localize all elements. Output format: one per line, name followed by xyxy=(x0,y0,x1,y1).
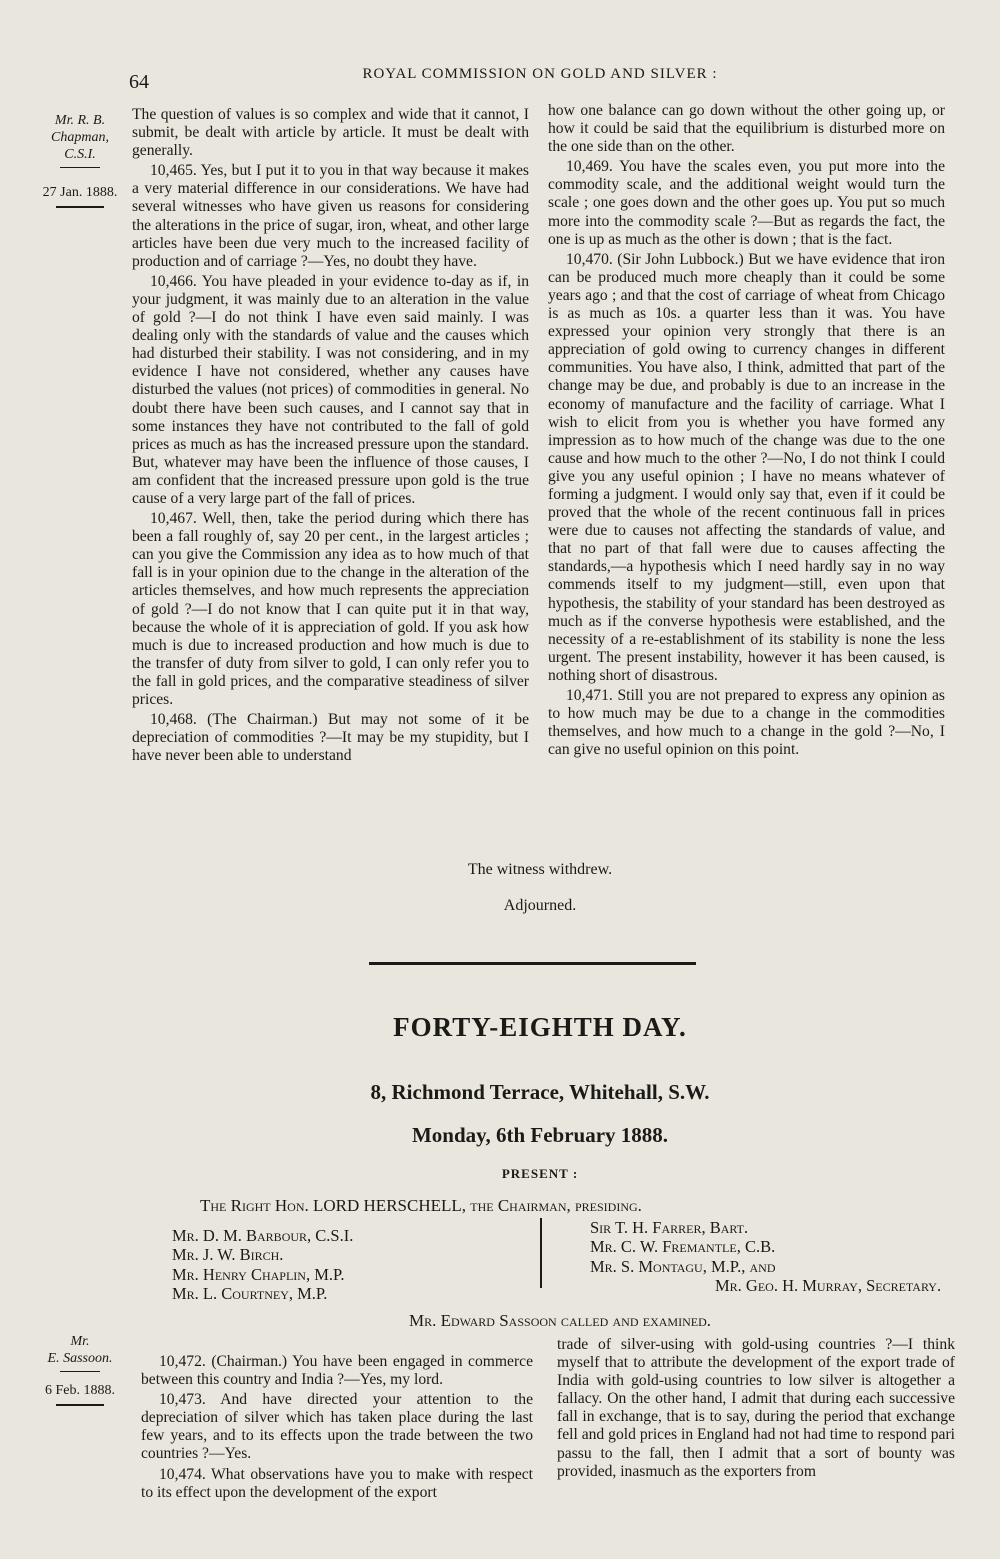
paragraph: 10,466. You have pleaded in your evidence to-day as if, in your judgment, it was mainly due to an alteration in the value of gold ?—I do not think I have even said mainly. I was dealing only with the standards of value and the causes which had disturbed their stability. I was not considering, and in my evidence I have not considered, whether any causes have disturbed the values (not prices) of commodities in general. No doubt there have been such causes, and I cannot say that in some instances they have not contributed to the fall of gold prices as much as has the increased pressure upon the standard. But, whatever may have been the influence of those causes, I am confident that the increased pressure upon gold is the true cause of a very large part of the fall of prices. xyxy=(132,272,529,507)
members-left xyxy=(172,1226,353,1304)
paragraph: 10,471. Still you are not prepared to express any opinion as to how much may be due to a change in the commodities themselves, and how much to a change in the gold ?—No, I can give no useful opinion on this point. xyxy=(548,687,945,759)
paragraph: 10,468. (The Chairman.) But may not some of it be depreciation of commodities ?—It may be my stupidity, but I have never been able to understand xyxy=(132,711,529,765)
paragraph: 10,467. Well, then, take the period during which there has been a fall roughly of, say 20 per cent., in the largest articles ; can you give the Commission any idea as to how much of that fall is in your opinion due to the change in the alteration of the articles themselves, and how much represents the appreciation of gold ?—I do not know that I can quite put it in that way, because the whole of it is appreciation of gold. If you ask how much is due to increased production and how much is due to the transfer of duty from silver to gold, I can only refer you to the fall in gold prices, and the comparative steadiness of silver prices. xyxy=(132,510,529,708)
top-right-column xyxy=(548,102,945,759)
witness-called-text: Mr. Edward Sassoon called and examined. xyxy=(408,1311,712,1330)
section-divider xyxy=(369,962,696,965)
margin-note-chapman xyxy=(30,112,130,208)
paragraph: The question of values is so complex and wide that it cannot, I submit, be dealt with article by article. It must be dealt with generally. xyxy=(132,106,529,160)
adjourned: Adjourned. xyxy=(503,897,577,914)
paragraph: trade of silver-using with gold-using countries ?—I think myself that to attribute the development of the export trade of India with gold-using countries to low silver is altogether a fallacy. On the other hand, I admit that during each successive fall in exchange, that is to say, during the period that exchange fell and gold prices in England had not had time to respond pari passu to the fall, then I admit that a sort of bounty was provided, inasmuch as the exporters from xyxy=(557,1336,955,1480)
chair-suffix: the Chairman, presiding. xyxy=(470,1196,642,1215)
margin-note-name-line: Mr. xyxy=(70,1334,90,1349)
paragraph: 10,465. Yes, but I put it to you in that way because it makes a very material difference in our considerations. We have had several witnesses who have given us reasons for considering the alterations in the price of sugar, iron, wheat, and other large articles have been due very much to the increased facility of production and of carriage ?—Yes, no doubt they have. xyxy=(132,162,529,270)
chair-name: LORD HERSCHELL, xyxy=(313,1196,466,1215)
member-name: Sir T. H. Farrer, Bart. xyxy=(590,1218,749,1237)
members-right xyxy=(590,1218,941,1296)
top-left-column xyxy=(132,106,529,765)
member-column-bracket xyxy=(540,1218,542,1288)
margin-rule xyxy=(56,206,104,208)
paragraph: how one balance can go down without the other going up, or how it could be said that the equilibrium is disturbed more on the one side than on the other. xyxy=(548,102,945,156)
margin-note-name-line: Chapman, xyxy=(51,130,109,145)
margin-note-name-line: E. Sassoon. xyxy=(47,1351,113,1366)
member-name: Mr. Henry Chaplin, M.P. xyxy=(172,1264,345,1284)
paragraph: 10,470. (Sir John Lubbock.) But we have evidence that iron can be produced much more cheaply than it could be some years ago ; and that the cost of carriage of wheat from Chicago is as much as 10s. a quarter less than it was. You have expressed your opinion very strongly that there is an appreciation of gold owing to currency changes in different communities. You have also, I think, admitted that part of the change may be due, and probably is due to an increase in the economy of manufacture and the facility of carriage. What I wish to elicit from you is whether you have formed any impression as to how much of the change was due to the one cause and how much to the other ?—No, I do not think I could give you any useful opinion ; I have no means whatever of forming a judgment. I would only say that, even if it could be proved that the whole of the recent continuous fall in prices were due to causes not affecting the standards of value, and that no part of that fall were due to causes affecting the standards,—a hypothesis which I need hardly say in no way commends itself to my judgment—still, even upon that hypothesis, the stability of your standard has been destroyed as much as if the converse hypothesis were established, and the necessity of a re-establishment of its stability is none the less urgent. The present instability, however it has been caused, is nothing short of disastrous. xyxy=(548,250,945,684)
bottom-right-column xyxy=(557,1336,955,1481)
running-head: ROYAL COMMISSION ON GOLD AND SILVER : xyxy=(362,66,718,82)
member-name: Mr. S. Montagu, M.P., and xyxy=(590,1256,776,1276)
margin-rule xyxy=(60,167,100,168)
member-name: Mr. C. W. Fremantle, C.B. xyxy=(590,1237,776,1257)
margin-note-date: 27 Jan. 1888. xyxy=(42,185,118,200)
margin-note-date: 6 Feb. 1888. xyxy=(45,1383,115,1398)
member-name: Mr. Geo. H. Murray, Secretary. xyxy=(715,1276,942,1296)
chair-line xyxy=(200,1196,920,1216)
margin-rule xyxy=(60,1371,100,1372)
page-number: 64 xyxy=(129,71,149,93)
address: 8, Richmond Terrace, Whitehall, S.W. xyxy=(370,1080,710,1104)
member-name: Mr. L. Courtney, M.P. xyxy=(172,1284,328,1304)
present-label: PRESENT : xyxy=(501,1166,579,1181)
margin-rule xyxy=(56,1404,104,1406)
paragraph: 10,472. (Chairman.) You have been engaged in commerce between this country and India ?—Yes, my lord. xyxy=(141,1353,533,1389)
member-name: Mr. D. M. Barbour, C.S.I. xyxy=(172,1226,354,1245)
margin-note-name-line: C.S.I. xyxy=(64,147,96,162)
margin-note-sassoon xyxy=(30,1333,130,1406)
paragraph: 10,474. What observations have you to make with respect to its effect upon the development of the export xyxy=(141,1465,533,1501)
witness-withdrew: The witness withdrew. xyxy=(467,861,613,878)
witness-called xyxy=(300,1311,820,1331)
member-name: Mr. J. W. Birch. xyxy=(172,1245,284,1265)
day-title: FORTY-EIGHTH DAY. xyxy=(393,1012,687,1042)
paragraph: 10,473. And have directed your attention to the depreciation of silver which has taken place during the last few years, and to its effects upon the trade between the two countries ?—Yes. xyxy=(141,1391,533,1463)
meeting-date: Monday, 6th February 1888. xyxy=(411,1123,669,1147)
chair-prefix: The Right Hon. xyxy=(200,1196,309,1215)
paragraph: 10,469. You have the scales even, you put more into the commodity scale, and the additional weight would turn the scale ; one goes down and the other goes up. You put so much more into the commodity scale ?—But as regards the fact, the one is up as much as the other is down ; that is the fact. xyxy=(548,158,945,248)
bottom-left-column xyxy=(141,1353,533,1502)
margin-note-name-line: Mr. R. B. xyxy=(54,113,106,128)
